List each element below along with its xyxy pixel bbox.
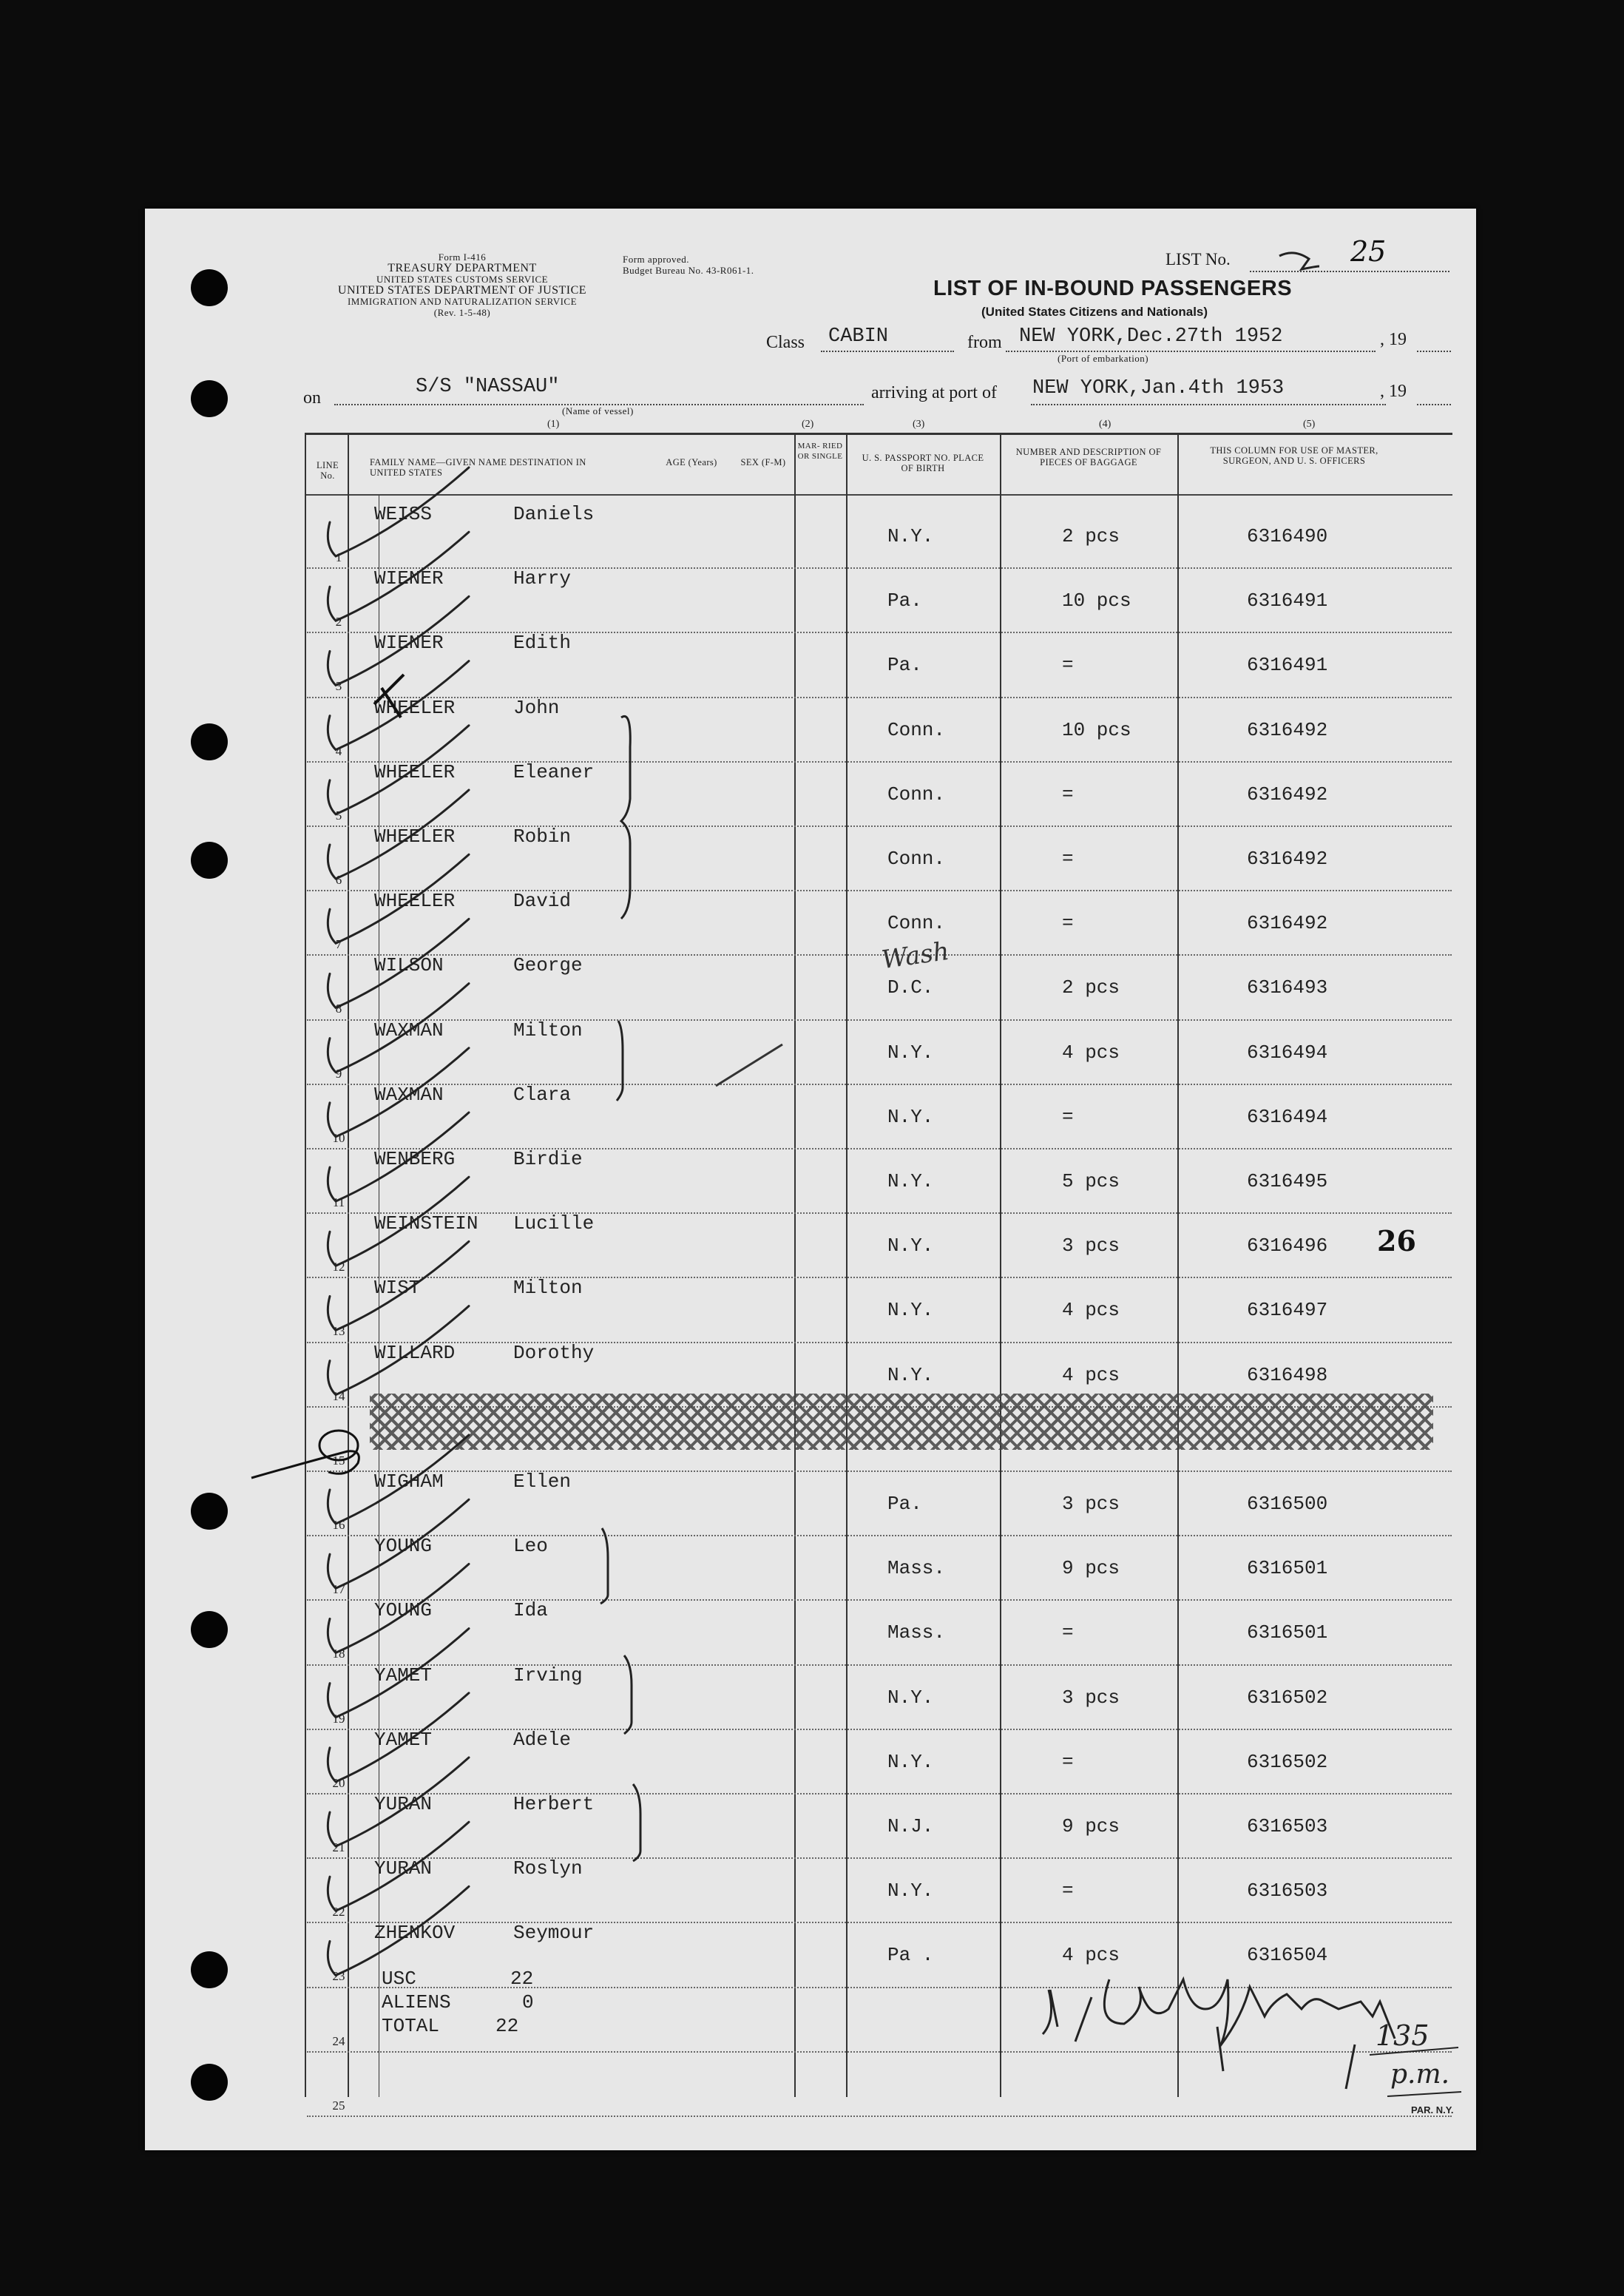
place-of-birth: Pa. (887, 654, 922, 677)
arriving-line (1031, 404, 1386, 405)
given-name: Irving (513, 1664, 583, 1686)
place-of-birth: Conn. (887, 718, 946, 741)
given-name: Robin (513, 825, 572, 848)
place-of-birth: D.C. (887, 976, 934, 999)
summary-aliens-label: ALIENS (382, 1991, 451, 2013)
binder-hole (191, 1611, 228, 1648)
place-of-birth: N.Y. (887, 1041, 934, 1064)
family-name: WHEELER (374, 825, 456, 848)
column-header-name: FAMILY NAME—GIVEN NAME DESTINATION IN UNITED STATES (370, 457, 586, 478)
struck-out-row (370, 1394, 1433, 1450)
list-no-label: LIST No. (1165, 250, 1231, 269)
line-number: 1 (335, 550, 342, 564)
given-name: George (513, 954, 583, 977)
binder-hole (191, 2064, 228, 2101)
family-name: WILLARD (374, 1341, 456, 1364)
row-divider (307, 1535, 1452, 1536)
family-name: WENBERG (374, 1148, 456, 1170)
given-name: Leo (513, 1535, 548, 1558)
passport-number: 6316494 (1247, 1041, 1328, 1064)
line-number: 19 (332, 1711, 345, 1726)
vessel-caption: (Name of vessel) (562, 405, 634, 416)
family-name: YAMET (374, 1728, 433, 1751)
passport-number: 6316493 (1247, 976, 1328, 999)
passport-number: 6316504 (1247, 1944, 1328, 1967)
row-divider (307, 632, 1452, 633)
column-divider-baggage (1177, 433, 1179, 2097)
baggage: 9 pcs (1062, 1815, 1120, 1837)
given-name: Adele (513, 1728, 572, 1751)
baggage: 4 pcs (1062, 1363, 1120, 1386)
binder-hole (191, 842, 228, 879)
row-divider (307, 1922, 1452, 1923)
summary-usc-label: USC (382, 1968, 416, 1990)
line-number: 3 (335, 679, 342, 694)
row-divider (307, 697, 1452, 698)
column-number-4: (4) (1099, 419, 1112, 430)
line-number: 5 (335, 808, 342, 823)
line-number: 8 (335, 1002, 342, 1016)
given-name: Harry (513, 567, 572, 590)
passport-number: 6316492 (1247, 783, 1328, 806)
line-number: 25 (332, 2098, 345, 2113)
family-name: WIGHAM (374, 1471, 444, 1493)
baggage: = (1062, 783, 1074, 806)
binder-hole (191, 723, 228, 760)
baggage: 10 pcs (1062, 590, 1131, 612)
binder-hole (191, 1951, 228, 1988)
passport-number: 6316491 (1247, 590, 1328, 612)
baggage: 2 pcs (1062, 525, 1120, 547)
row-divider (307, 567, 1452, 569)
given-name: Edith (513, 632, 572, 655)
place-of-birth: Conn. (887, 848, 946, 870)
passport-number: 6316490 (1247, 525, 1328, 547)
given-name: Birdie (513, 1148, 583, 1170)
passport-number: 6316501 (1247, 1557, 1328, 1580)
given-name: Lucille (513, 1212, 595, 1235)
column-divider-passport (1000, 433, 1001, 2097)
passport-number: 6316494 (1247, 1105, 1328, 1128)
place-of-birth: Mass. (887, 1621, 946, 1644)
family-name: WAXMAN (374, 1083, 444, 1106)
row-divider (307, 1019, 1452, 1021)
family-name: WHEELER (374, 696, 456, 719)
given-name: Herbert (513, 1793, 595, 1815)
class-value: CABIN (828, 325, 889, 348)
table-header-bottom (305, 494, 1452, 496)
family-name: WIST (374, 1277, 421, 1300)
place-of-birth: N.Y. (887, 1363, 934, 1386)
baggage: = (1062, 1750, 1074, 1773)
treasury-department: TREASURY DEPARTMENT (388, 262, 537, 274)
handwritten-time: 135 (1376, 2019, 1430, 2052)
row-divider (307, 954, 1452, 956)
row-divider (307, 1857, 1452, 1859)
from-line (1006, 351, 1376, 352)
table-left-border (305, 433, 306, 2097)
approved-text: Form approved. (623, 254, 690, 265)
passport-number: 6316491 (1247, 654, 1328, 677)
column-number-5: (5) (1303, 419, 1316, 430)
budget-bureau: Budget Bureau No. 43-R061-1. (623, 265, 754, 276)
column-header-married: MAR- RIED OR SINGLE (797, 442, 843, 461)
line-number: 11 (332, 1195, 345, 1209)
family-name: ZHENKOV (374, 1922, 456, 1945)
row-divider (307, 1729, 1452, 1730)
summary-total-label: TOTAL (382, 2015, 440, 2037)
list-no-value: 25 (1350, 235, 1387, 268)
line-number: 6 (335, 873, 342, 887)
form-approval (623, 254, 754, 276)
year-label-2: , 19 (1380, 382, 1407, 401)
family-name: YOUNG (374, 1535, 433, 1558)
list-no-line (1250, 271, 1449, 272)
line-number: 12 (332, 1260, 345, 1274)
baggage: = (1062, 1105, 1074, 1128)
line-number: 23 (332, 1969, 345, 1984)
passport-number: 6316495 (1247, 1170, 1328, 1192)
row-divider (307, 1342, 1452, 1343)
line-number: 10 (332, 1130, 345, 1145)
family-name: WEISS (374, 503, 433, 525)
given-name: Milton (513, 1277, 583, 1300)
family-name: YURAN (374, 1793, 433, 1815)
place-of-birth: Pa . (887, 1944, 934, 1967)
given-name: Roslyn (513, 1857, 583, 1880)
arriving-value: NEW YORK,Jan.4th 1953 (1032, 377, 1285, 399)
given-name: Dorothy (513, 1341, 595, 1364)
column-header-baggage: NUMBER AND DESCRIPTION OF PIECES OF BAGGAGE (1015, 447, 1162, 467)
place-of-birth: Mass. (887, 1557, 946, 1580)
passport-number: 6316502 (1247, 1686, 1328, 1709)
on-label: on (303, 388, 321, 408)
row-divider (307, 761, 1452, 763)
summary-total-value: 22 (495, 2015, 519, 2037)
line-number: 2 (335, 615, 342, 629)
binder-hole (191, 380, 228, 417)
year-line-2 (1417, 404, 1451, 405)
family-name: WIENER (374, 567, 444, 590)
line-number: 20 (332, 1775, 345, 1790)
given-name: Eleaner (513, 760, 595, 783)
line-number: 13 (332, 1324, 345, 1339)
side-count-annotation: 26 (1377, 1224, 1416, 1257)
revision: (Rev. 1-5-48) (433, 307, 491, 318)
baggage: 10 pcs (1062, 718, 1131, 741)
family-name: WAXMAN (374, 1019, 444, 1041)
place-of-birth: Conn. (887, 783, 946, 806)
handwritten-wash: Wash (879, 936, 951, 976)
form-identification (303, 251, 621, 318)
place-of-birth: N.Y. (887, 1686, 934, 1709)
given-name: Clara (513, 1083, 572, 1106)
printer-mark: PAR. N.Y. (1411, 2104, 1454, 2116)
given-name: Ida (513, 1599, 548, 1622)
given-name: John (513, 696, 560, 719)
handwritten-pm: p.m. (1390, 2059, 1450, 2090)
passport-number: 6316498 (1247, 1363, 1328, 1386)
baggage: 4 pcs (1062, 1041, 1120, 1064)
place-of-birth: N.Y. (887, 1235, 934, 1257)
place-of-birth: Pa. (887, 590, 922, 612)
place-of-birth: N.Y. (887, 1299, 934, 1322)
line-number: 17 (332, 1582, 345, 1597)
line-number: 21 (332, 1840, 345, 1854)
baggage: = (1062, 1621, 1074, 1644)
line-number: 22 (332, 1905, 345, 1919)
baggage: = (1062, 1880, 1074, 1902)
place-of-birth: N.Y. (887, 1880, 934, 1902)
customs-service: UNITED STATES CUSTOMS SERVICE (376, 274, 549, 285)
line-number: 9 (335, 1066, 342, 1081)
family-name: WIENER (374, 632, 444, 655)
from-value: NEW YORK,Dec.27th 1952 (1019, 325, 1283, 348)
summary-usc-value: 22 (510, 1968, 534, 1990)
year-line-1 (1417, 351, 1451, 352)
binder-hole (191, 1493, 228, 1530)
baggage: 5 pcs (1062, 1170, 1120, 1192)
passport-number: 6316492 (1247, 718, 1328, 741)
family-name: WILSON (374, 954, 444, 977)
page-title: LIST OF IN-BOUND PASSENGERS (933, 277, 1293, 300)
arriving-label: arriving at port of (871, 383, 997, 402)
ins: IMMIGRATION AND NATURALIZATION SERVICE (347, 296, 578, 307)
baggage: 2 pcs (1062, 976, 1120, 999)
form-number: Form I-416 (438, 251, 487, 263)
column-divider-married-right (846, 433, 847, 2097)
row-divider (307, 1793, 1452, 1794)
baggage: 3 pcs (1062, 1235, 1120, 1257)
passport-number: 6316503 (1247, 1815, 1328, 1837)
line-number: 24 (332, 2033, 345, 2048)
place-of-birth: Pa. (887, 1493, 922, 1515)
table-top-border (305, 433, 1452, 435)
line-number: 14 (332, 1388, 345, 1403)
year-label-1: , 19 (1380, 330, 1407, 349)
line-number: 16 (332, 1518, 345, 1532)
place-of-birth: N.Y. (887, 1750, 934, 1773)
family-name: WEINSTEIN (374, 1212, 478, 1235)
family-name: WHEELER (374, 890, 456, 913)
column-header-sex: SEX (F-M) (740, 457, 786, 467)
class-label: Class (766, 333, 805, 352)
baggage: 4 pcs (1062, 1299, 1120, 1322)
row-divider (307, 825, 1452, 827)
baggage: 9 pcs (1062, 1557, 1120, 1580)
row-divider (307, 1987, 1452, 1988)
vessel-name: S/S "NASSAU" (416, 376, 560, 398)
family-name: YURAN (374, 1857, 433, 1880)
given-name: Milton (513, 1019, 583, 1041)
class-line (821, 351, 954, 352)
passport-number: 6316502 (1247, 1750, 1328, 1773)
place-of-birth: N.Y. (887, 1170, 934, 1192)
baggage: 3 pcs (1062, 1686, 1120, 1709)
baggage: 4 pcs (1062, 1944, 1120, 1967)
passport-number: 6316503 (1247, 1880, 1328, 1902)
place-of-birth: N.Y. (887, 525, 934, 547)
passport-number: 6316497 (1247, 1299, 1328, 1322)
place-of-birth: Conn. (887, 912, 946, 935)
page-subtitle: (United States Citizens and Nationals) (981, 305, 1208, 319)
column-number-2: (2) (802, 419, 814, 430)
given-name: Seymour (513, 1922, 595, 1945)
passport-number: 6316500 (1247, 1493, 1328, 1515)
row-divider (307, 1277, 1452, 1278)
row-divider (307, 2116, 1452, 2117)
row-divider (307, 1599, 1452, 1601)
place-of-birth: N.J. (887, 1815, 934, 1837)
line-number: 18 (332, 1647, 345, 1661)
row-divider (307, 1084, 1452, 1085)
column-number-3: (3) (913, 419, 925, 430)
line-number: 4 (335, 743, 342, 758)
family-name: WHEELER (374, 760, 456, 783)
line-number: 15 (332, 1453, 345, 1468)
binder-hole (191, 269, 228, 306)
row-divider (307, 1148, 1452, 1149)
family-name: YAMET (374, 1664, 433, 1686)
row-divider (307, 1664, 1452, 1666)
column-header-line: LINE No. (316, 460, 339, 481)
baggage: = (1062, 654, 1074, 677)
given-name: Daniels (513, 503, 595, 525)
family-name: YOUNG (374, 1599, 433, 1622)
column-divider-married-left (794, 433, 796, 2097)
row-divider (307, 1471, 1452, 1472)
from-label: from (967, 333, 1002, 352)
passport-number: 6316501 (1247, 1621, 1328, 1644)
line-number: 7 (335, 937, 342, 952)
column-header-officers: THIS COLUMN FOR USE OF MASTER, SURGEON, AND U. S. OFFICERS (1210, 445, 1378, 466)
row-divider (307, 1212, 1452, 1214)
baggage: = (1062, 912, 1074, 935)
row-divider (307, 2051, 1452, 2053)
place-of-birth: N.Y. (887, 1105, 934, 1128)
port-embark-caption: (Port of embarkation) (1058, 353, 1149, 364)
passport-number: 6316492 (1247, 912, 1328, 935)
given-name: Ellen (513, 1471, 572, 1493)
passport-number: 6316496 (1247, 1235, 1328, 1257)
baggage: 3 pcs (1062, 1493, 1120, 1515)
given-name: David (513, 890, 572, 913)
column-header-passport: U. S. PASSPORT NO. PLACE OF BIRTH (862, 453, 984, 473)
column-number-1: (1) (547, 419, 560, 430)
justice-department: UNITED STATES DEPARTMENT OF JUSTICE (337, 284, 587, 297)
summary-aliens-value: 0 (522, 1991, 534, 2013)
column-header-age: AGE (Years) (666, 457, 717, 467)
row-divider (307, 890, 1452, 891)
passport-number: 6316492 (1247, 848, 1328, 870)
baggage: = (1062, 848, 1074, 870)
